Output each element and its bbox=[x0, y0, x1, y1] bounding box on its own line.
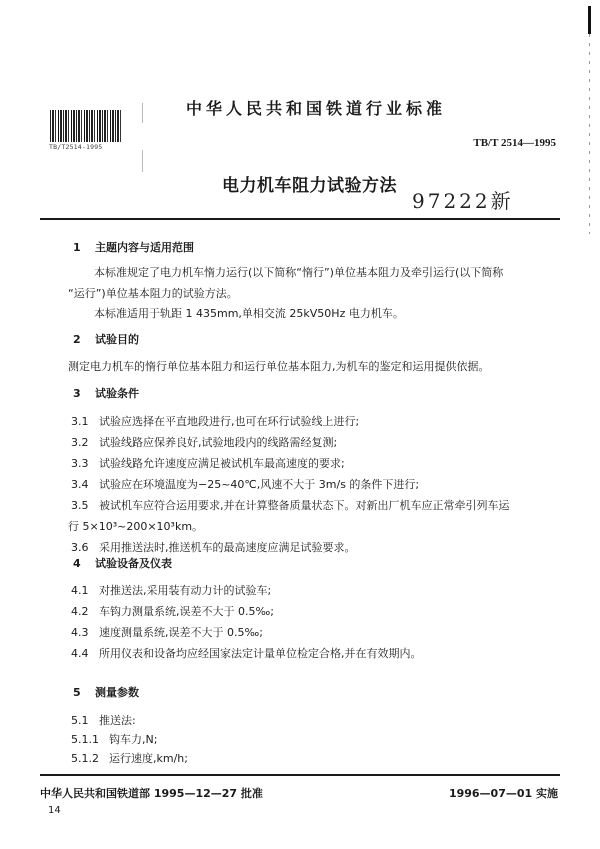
clause-number: 4.3 bbox=[71, 626, 89, 639]
clause-3-5-continuation: 行 5×10³~200×10³km。 bbox=[68, 520, 204, 533]
clause-4-2 bbox=[71, 603, 274, 619]
section-number: 5 bbox=[73, 686, 81, 699]
clause-text: 所用仪表和设备均应经国家法定计量单位检定合格,并在有效期内。 bbox=[99, 647, 422, 660]
clause-text: 试验应在环境温度为−25~40℃,风速不大于 3m/s 的条件下进行; bbox=[99, 478, 420, 491]
clause-text: 速度测量系统,误差不大于 0.5‰; bbox=[99, 626, 263, 639]
paragraph: “运行”)单位基本阻力的试验方法。 bbox=[68, 287, 238, 300]
clause-3-6 bbox=[71, 539, 356, 555]
scan-divider bbox=[142, 150, 143, 172]
clause-3-1 bbox=[71, 413, 359, 429]
clause-text: 推送法: bbox=[99, 714, 136, 727]
paragraph: 本标准适用于轨距 1 435mm,单相交流 25kV50Hz 电力机车。 bbox=[94, 307, 404, 320]
clause-4-1 bbox=[71, 582, 271, 598]
page-number: 14 bbox=[48, 805, 61, 816]
section-4-heading bbox=[73, 555, 172, 571]
clause-number: 4.4 bbox=[71, 647, 89, 660]
issuing-organization: 中华人民共和国铁道行业标准 bbox=[186, 99, 447, 118]
clause-number: 3.6 bbox=[71, 541, 89, 554]
clause-number: 3.1 bbox=[71, 415, 89, 428]
clause-number: 5.1 bbox=[71, 714, 89, 727]
barcode-label: TB/T2514-1995 bbox=[49, 143, 103, 151]
clause-number: 3.4 bbox=[71, 478, 89, 491]
clause-text: 采用推送法时,推送机车的最高速度应满足试验要求。 bbox=[99, 541, 356, 554]
clause-number: 4.2 bbox=[71, 605, 89, 618]
clause-text: 试验线路应保养良好,试验地段内的线路需经复测; bbox=[99, 436, 338, 449]
section-5-heading bbox=[73, 684, 139, 700]
scan-edge-dots bbox=[589, 34, 590, 234]
clause-3-5 bbox=[71, 497, 510, 513]
clause-number: 3.3 bbox=[71, 457, 89, 470]
section-2-heading bbox=[73, 331, 139, 347]
section-title: 主题内容与适用范围 bbox=[95, 241, 194, 254]
standard-number: TB/T 2514—1995 bbox=[473, 137, 556, 149]
clause-3-3 bbox=[71, 455, 345, 471]
clause-number: 3.5 bbox=[71, 499, 89, 512]
clause-text: 被试机车应符合运用要求,并在计算整备质量状态下。对新出厂机车应正常牵引列车运 bbox=[99, 499, 510, 512]
footer-rule bbox=[40, 774, 560, 776]
section-number: 3 bbox=[73, 387, 81, 400]
effective-date: 1996—07—01 实施 bbox=[448, 787, 558, 800]
section-number: 2 bbox=[73, 333, 81, 346]
clause-5-1 bbox=[71, 712, 136, 728]
scan-divider bbox=[142, 103, 143, 123]
clause-3-2 bbox=[71, 434, 337, 450]
clause-text: 试验应选择在平直地段进行,也可在环行试验线上进行; bbox=[99, 415, 360, 428]
clause-5-1-1 bbox=[71, 731, 157, 747]
section-title: 试验设备及仪表 bbox=[95, 557, 172, 570]
clause-number: 3.2 bbox=[71, 436, 89, 449]
barcode bbox=[50, 110, 121, 142]
clause-text: 试验线路允许速度应满足被试机车最高速度的要求; bbox=[99, 457, 345, 470]
clause-text: 运行速度,km/h; bbox=[109, 752, 188, 765]
paragraph: 测定电力机车的惰行单位基本阻力和运行单位基本阻力,为机车的鉴定和运用提供依据。 bbox=[68, 360, 490, 373]
document-title: 电力机车阻力试验方法 bbox=[222, 176, 397, 196]
section-number: 1 bbox=[73, 241, 81, 254]
clause-text: 对推送法,采用装有动力计的试验车; bbox=[99, 584, 272, 597]
section-title: 试验目的 bbox=[95, 333, 139, 346]
header-rule bbox=[40, 218, 560, 220]
clause-number: 5.1.2 bbox=[71, 752, 99, 765]
clause-4-3 bbox=[71, 624, 263, 640]
section-1-heading bbox=[73, 239, 194, 255]
handwritten-mark: 97222新 bbox=[412, 189, 514, 213]
scan-edge-mark bbox=[588, 6, 591, 34]
clause-number: 4.1 bbox=[71, 584, 89, 597]
section-number: 4 bbox=[73, 557, 81, 570]
clause-4-4 bbox=[71, 645, 422, 661]
section-title: 试验条件 bbox=[95, 387, 139, 400]
section-title: 测量参数 bbox=[95, 686, 139, 699]
section-3-heading bbox=[73, 385, 139, 401]
paragraph: 本标准规定了电力机车惰力运行(以下简称“惰行”)单位基本阻力及牵引运行(以下简称 bbox=[94, 266, 504, 279]
clause-3-4 bbox=[71, 476, 419, 492]
clause-5-1-2 bbox=[71, 750, 188, 766]
approval-statement: 中华人民共和国铁道部 1995—12—27 批准 bbox=[40, 787, 263, 800]
clause-number: 5.1.1 bbox=[71, 733, 99, 746]
clause-text: 钩车力,N; bbox=[109, 733, 158, 746]
clause-text: 车钩力测量系统,误差不大于 0.5‰; bbox=[99, 605, 274, 618]
